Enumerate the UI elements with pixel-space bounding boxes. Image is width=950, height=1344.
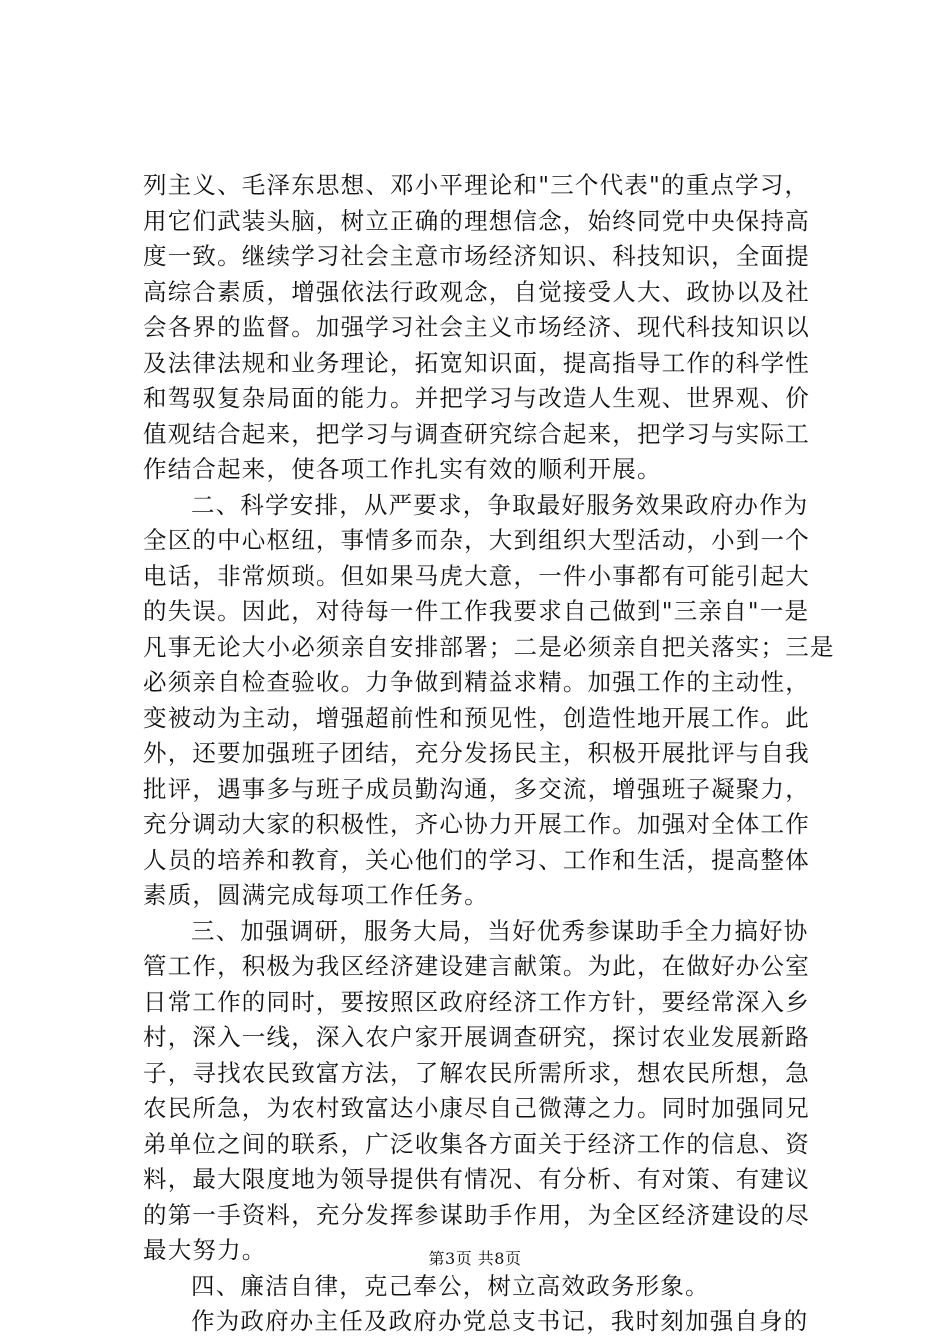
text-line: 值观结合起来，把学习与调查研究综合起来，把学习与实际工 xyxy=(143,419,810,448)
text-line: 度一致。继续学习社会主意市场经济知识、科技知识，全面提 xyxy=(143,242,810,270)
text-line: 的第一手资料，充分发挥参谋助手作用，为全区经济建设的尽 xyxy=(143,1200,810,1229)
text-line: 人员的培养和教育，关心他们的学习、工作和生活，提高整体 xyxy=(143,845,810,874)
text-line: 及法律法规和业务理论，拓宽知识面，提高指导工作的科学性 xyxy=(143,348,810,377)
text-line: 素质，圆满完成每项工作任务。 xyxy=(143,881,489,909)
page-number-footer: 第3页 共8页 xyxy=(428,1249,522,1268)
text-line: 料，最大限度地为领导提供有情况、有分析、有对策、有建议 xyxy=(143,1165,810,1193)
text-line: 外，还要加强班子团结，充分发扬民主，积极开展批评与自我 xyxy=(143,739,810,767)
text-line: 用它们武装头脑，树立正确的理想信念，始终同党中央保持高 xyxy=(143,206,810,235)
text-line: 电话，非常烦琐。但如果马虎大意，一件小事都有可能引起大 xyxy=(143,561,810,590)
document-body xyxy=(143,168,833,1340)
text-line: 高综合素质，增强依法行政观念，自觉接受人大、政协以及社 xyxy=(143,277,810,306)
paragraph-start-line: 四、廉洁自律，克己奉公，树立高效政务形象。 xyxy=(191,1271,710,1300)
text-line: 弟单位之间的联系，广泛收集各方面关于经济工作的信息、资 xyxy=(143,1129,810,1158)
text-line: 全区的中心枢纽，事情多而杂，大到组织大型活动，小到一个 xyxy=(143,526,810,554)
text-line: 日常工作的同时，要按照区政府经济工作方针，要经常深入乡 xyxy=(143,987,810,1016)
text-line: 必须亲自检查验收。力争做到精益求精。加强工作的主动性， xyxy=(143,668,810,696)
text-line: 管工作，积极为我区经济建设建言献策。为此，在做好办公室 xyxy=(143,952,810,980)
paragraph-start-line: 作为政府办主任及政府办党总支书记，我时刻加强自身的 xyxy=(191,1307,809,1335)
text-line: 作结合起来，使各项工作扎实有效的顺利开展。 xyxy=(143,455,662,483)
text-line: 会各界的监督。加强学习社会主义市场经济、现代科技知识以 xyxy=(143,313,810,341)
paragraph-start-line: 二、科学安排，从严要求，争取最好服务效果政府办作为 xyxy=(191,490,809,519)
text-line: 变被动为主动，增强超前性和预见性，创造性地开展工作。此 xyxy=(143,703,810,732)
text-line: 最大努力。 xyxy=(143,1236,267,1264)
text-line: 凡事无论大小必须亲自安排部署；二是必须亲自把关落实；三是 xyxy=(143,632,835,661)
text-line: 子，寻找农民致富方法，了解农民所需所求，想农民所想，急 xyxy=(143,1058,810,1087)
text-line: 村，深入一线，深入农户家开展调查研究，探讨农业发展新路 xyxy=(143,1023,810,1051)
text-line: 和驾驭复杂局面的能力。并把学习与改造人生观、世界观、价 xyxy=(143,384,810,412)
text-line: 农民所急，为农村致富达小康尽自己微薄之力。同时加强同兄 xyxy=(143,1094,810,1122)
paragraph-start-line: 三、加强调研，服务大局，当好优秀参谋助手全力搞好协 xyxy=(191,916,809,945)
text-line: 充分调动大家的积极性，齐心协力开展工作。加强对全体工作 xyxy=(143,810,810,838)
text-line: 列主义、毛泽东思想、邓小平理论和"三个代表"的重点学习， xyxy=(143,171,810,199)
text-line: 的失误。因此，对待每一件工作我要求自己做到"三亲自"一是 xyxy=(143,597,810,625)
text-line: 批评，遇事多与班子成员勤沟通，多交流，增强班子凝聚力， xyxy=(143,774,810,803)
